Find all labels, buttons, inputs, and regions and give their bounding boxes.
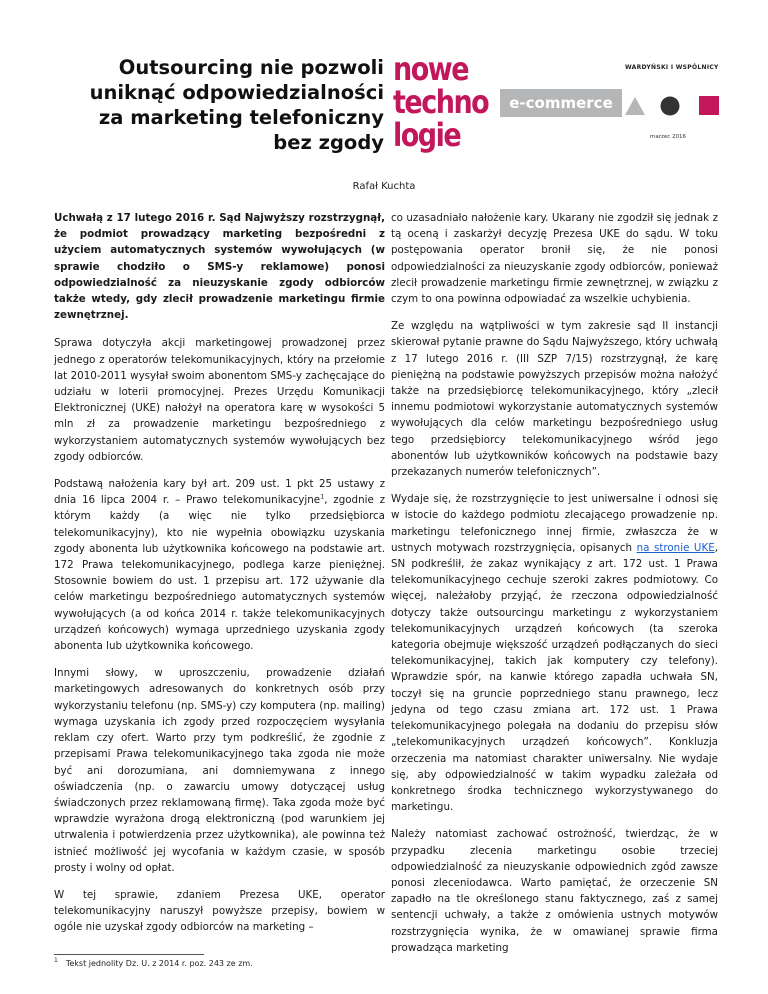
triangle-icon — [625, 97, 645, 115]
text-run: , zgodnie z którym każdy (a więc nie tylko przedsiębiorca telekomunikacyjny), kto nie wypełnia obowiązku uzyskania zgody abonenta lub użytkownika końcowego na podstawie art. 172 Prawa telekomunikacyjnego, podlega karze pieniężnej. Stosownie bowiem do ust. 1 przepisu art. 172 używanie dla celów marketingu bezpośredniego automatycznych systemów wywołujących (a od końca 2014 r. także telekomunikacyjnych urządzeń końcowych) wymaga uprzedniego uzyskania zgody abonenta lub użytkownika końcowego. — [54, 494, 385, 653]
paragraph: co uzasadniało nałożenie kary. Ukarany nie zgodził się jednak z tą oceną i zaskarżył decyzję Prezesa UKE do sądu. W toku postępowania operator bronił się, że nie ponosi odpowiedzialności za nieuzyskanie zgody odbiorców, ponieważ zlecił prowadzenie marketingu firmie zewnętrznej, w związku z czym to ona powinna odpowiadać za wszelkie uchybienia. — [391, 212, 718, 306]
text-run: Wydaje się, że rozstrzygnięcie to jest uniwersalne i odnosi się w istocie do każdego podmiotu zlecającego prowadzenie np. marketingu telefonicznego innej firmie, zwłaszcza że w ustnych motywach rozstrzygnięcia, opisanych — [391, 493, 718, 554]
logo-word-techno: techno — [393, 84, 489, 122]
paragraph: Należy natomiast zachować ostrożność, twierdząc, że w przypadku zlecenia marketingu osobie trzeciej odpowiedzialność za nieuzyskanie odpowiednich zgód zawsze ponosi zleceniodawca. Warto pamiętać, że orzeczenie SN zapadło na tle określonego stanu faktycznego, zaś z samej sentencji uchwały, a także z omówienia ustnych motywów rozstrzygnięcia wynika, że w omawianej sprawie firma prowadząca marketing — [391, 828, 718, 954]
paragraph: W tej sprawie, zdaniem Prezesa UKE, operator telekomunikacyjny naruszył powyższe przepisy, bowiem w ogóle nie uzyskał zgody odbiorców na marketing – — [54, 888, 385, 934]
text-run: Podstawą nałożenia kary był art. 209 ust. 1 pkt 25 ustawy z dnia 16 lipca 2004 r. – Prawo telekomunikacyjne — [54, 478, 385, 507]
logo-word-nowe: nowe — [393, 51, 469, 89]
paragraph: Innymi słowy, w uproszczeniu, prowadzenie działań marketingowych adresowanych do konkretnych osób przy wykorzystaniu telefonu (np. SMS-y) czy komputera (np. mailing) wymaga uzyskania ich zgody przed rozpoczęciem wysyłania reklam czy ofert. Warto przy tym podkreślić, że zgodnie z przepisami Prawa telekomunikacyjnego taka zgoda nie może być ani dorozumiana, ani domniemywana z innego oświadczenia (np. o zawarciu umowy dotyczącej usług świadczonych przez reklamowaną firmę). Taka zgoda może być wprawdzie wyrażona drogą elektroniczną (pod warunkiem jej utrwalenia i potwierdzenia przez użytkownika), ale powinna też istnieć możliwość jej wycofania w każdym czasie, w sposób prosty i wolny od opłat. — [54, 667, 385, 874]
paragraph: Sprawa dotyczyła akcji marketingowej prowadzonej przez jednego z operatorów telekomunikacyjnych, który na przełomie lat 2010-2011 wysyłał swoim abonentom SMS-y zachęcające do udziału w loterii promocyjnej. Prezes Urzędu Komunikacji Elektronicznej (UKE) nałożył na operatora karę w wysokości 5 mln zł za prowadzenie marketingu bezpośredniego z wykorzystaniem automatycznych systemów wywołujących bez zgody odbiorców. — [54, 337, 385, 463]
logo-word-logie: logie — [393, 117, 461, 155]
footnote-divider — [54, 954, 204, 955]
paragraph — [391, 491, 718, 815]
text-run: , SN podkreślił, że zakaz wynikający z art. 172 ust. 1 Prawa telekomunikacyjnego cechuje szeroki zakres podmiotowy. Co więcej, należałoby przyjąć, że rzeczona odpowiedzialność dotyczy także outsourcingu marketingu z wykorzystaniem telekomunikacyjnych urządzeń końcowych (ta szeroka kategoria obejmuje większość urządzeń podłączanych do sieci telekomunikacyjnej, takich jak komputery czy telefony). Wprawdzie spór, na kanwie którego zapadła uchwała SN, toczył się na gruncie poprzedniego stanu prawnego, lecz jedyna od tego czasu zmiana art. 172 ust. 1 Prawa telekomunikacyjnego polegała na dodaniu do przepisu słów „telekomunikacyjnych urządzeń końcowych”. Konkluzja orzeczenia ma natomiast charakter uniwersalny. Nie wydaje się, aby odpowiedzialność w takim wypadku zależała od konkretnego środka technicznego wykorzystywanego do marketingu. — [391, 541, 718, 814]
uke-link[interactable]: na stronie UKE — [636, 541, 715, 554]
section-label: e-commerce — [500, 89, 622, 117]
newsletter-logo — [393, 51, 729, 156]
issue-date: marzec 2016 — [650, 134, 687, 140]
logo-wordmark — [393, 51, 496, 172]
circle-icon — [661, 97, 680, 116]
paragraph: Ze względu na wątpliwości w tym zakresie sąd II instancji skierował pytanie prawne do Sądu Najwyższego, który uchwałą z 17 lutego 2016 r. (III SZP 7/15) rozstrzygnął, że karę pieniężną na podstawie powyższych przepisów można nałożyć także na przedsiębiorcę telekomunikacyjnego, który „zlecił innemu podmiotowi wykorzystanie automatycznych systemów wywołujących dla celów marketingu bezpośredniego usług tego przedsiębiorcy telekomunikacyjnego wśród jego abonentów lub użytkowników końcowych na podstawie bazy przekazanych numerów telefonicznych”. — [391, 320, 718, 479]
article-title: Outsourcing nie pozwoli uniknąć odpowiedzialności za marketing telefoniczny bez zgody — [89, 56, 384, 154]
lead-paragraph: Uchwałą z 17 lutego 2016 r. Sąd Najwyższy rozstrzygnął, że podmiot prowadzący marketing bezpośredni z użyciem automatycznych systemów wywołujących (w sprawie chodziło o SMS-y reklamowe) ponosi odpowiedzialność za nieuzyskanie zgody odbiorców także wtedy, gdy zlecił prowadzenie marketingu firmie zewnętrznej. — [54, 212, 385, 322]
footnote-marker: 1 — [54, 957, 58, 965]
left-column — [54, 210, 385, 947]
logo-shapes — [625, 87, 725, 119]
author-name: Rafał Kuchta — [352, 181, 416, 192]
footnote-text: Tekst jednolity Dz. U. z 2014 r. poz. 243 ze zm. — [65, 959, 253, 968]
square-icon — [699, 96, 719, 115]
right-column — [391, 210, 718, 967]
footnote-reference[interactable]: 1 — [320, 492, 325, 501]
paragraph — [54, 476, 385, 654]
firm-name: WARDYŃSKI I WSPÓLNICY — [625, 64, 719, 71]
footnote — [54, 959, 253, 968]
